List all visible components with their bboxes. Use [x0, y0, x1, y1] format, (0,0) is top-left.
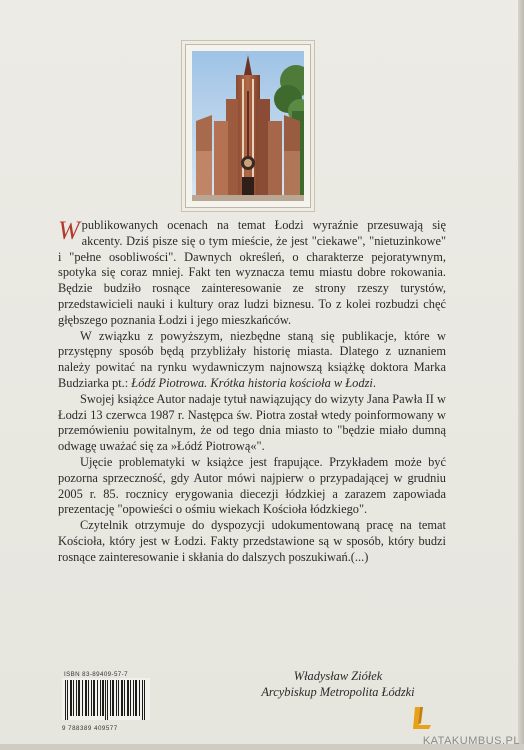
paragraph-5-text: Czytelnik otrzymuje do dyspozycji udokumentowaną pracę na temat Kościoła, który jest w Łodzi. Fakty przedstawione są w sposób, który budzi rosnące zainteresowanie i skłania do dalszych poszukiwań.(...): [58, 518, 446, 564]
barcode: [62, 678, 150, 720]
paragraph-2-start: W związku z powyższym, niezbędne staną się publikacje, które w przystępny sposób będą przybliżały historię miasta. Dlatego z uznaniem należy powitać na rynku wydawniczym najnowszą książkę doktora Marka Budziarka pt.:: [58, 328, 446, 390]
signature-title: Arcybiskup Metropolita Łódzki: [261, 685, 415, 699]
church-photo-frame: [185, 44, 311, 208]
barcode-number: 9 788389 409577: [62, 725, 118, 732]
paragraph-3: [58, 392, 446, 455]
book-title: Łódź Piotrowa. Krótka historia kościoła w Łodzi: [131, 375, 373, 390]
paragraph-4-text: Ujęcie problematyki w książce jest frapujące. Przykładem może być pozorna sprzeczność, gdy Autor mówi najpierw o przypadającej w grudniu 2005 r. 85. rocznicy erygowania diecezji łódzkiej a zarazem zapowiada prezentację "opowieści o ośmiu wiekach Kościoła łódzkiego".: [58, 454, 446, 517]
paragraph-5: [58, 518, 446, 565]
isbn-label: ISBN 83-89409-57-7: [64, 671, 128, 678]
paragraph-1: [58, 218, 446, 329]
signature-block: [230, 668, 446, 700]
paragraph-4: [58, 455, 446, 518]
drop-cap: W: [58, 216, 80, 245]
paragraph-2: [58, 329, 446, 392]
blurb-text: [58, 218, 446, 566]
paragraph-2-end: .: [372, 375, 376, 390]
paragraph-1-text: publikowanych ocenach na temat Łodzi wyraźnie przesuwają się akcenty. Dziś pisze się o tym mieście, że jest "ciekawe", "nietuzinkowe" i "pełne osobliwości". Dawnych określeń, o charakterze pejoratywnym, spotyka się coraz mniej. Fakt ten wyznacza temu miastu dobre rokowania. Będzie budziło rosnące zainteresowanie ze strony rzeszy turystów, przedstawicieli nauki i kultury oraz ludzi biznesu. To z kolei rozbudzi chęć głębszego poznania Łodzi i jego mieszkańców.: [58, 218, 446, 327]
cover-edge-right: [518, 0, 524, 750]
church-photo: [192, 51, 304, 201]
watermark: KATAKUMBUS.PL: [422, 735, 520, 747]
signature-name: Władysław Ziółek: [293, 669, 383, 683]
paragraph-3-text: Swojej książce Autor nadaje tytuł nawiązujący do wizyty Jana Pawła II w Łodzi 13 czerwca 1987 r. Następca św. Piotra został wtedy poinformowany w przemówieniu powitalnym, że od tego dnia miasto to "będzie miało dumną odwagę uważać się za »Łódź Piotrową«".: [58, 391, 446, 454]
church-tower-image: [192, 51, 304, 201]
publisher-logo-icon: [411, 705, 433, 731]
